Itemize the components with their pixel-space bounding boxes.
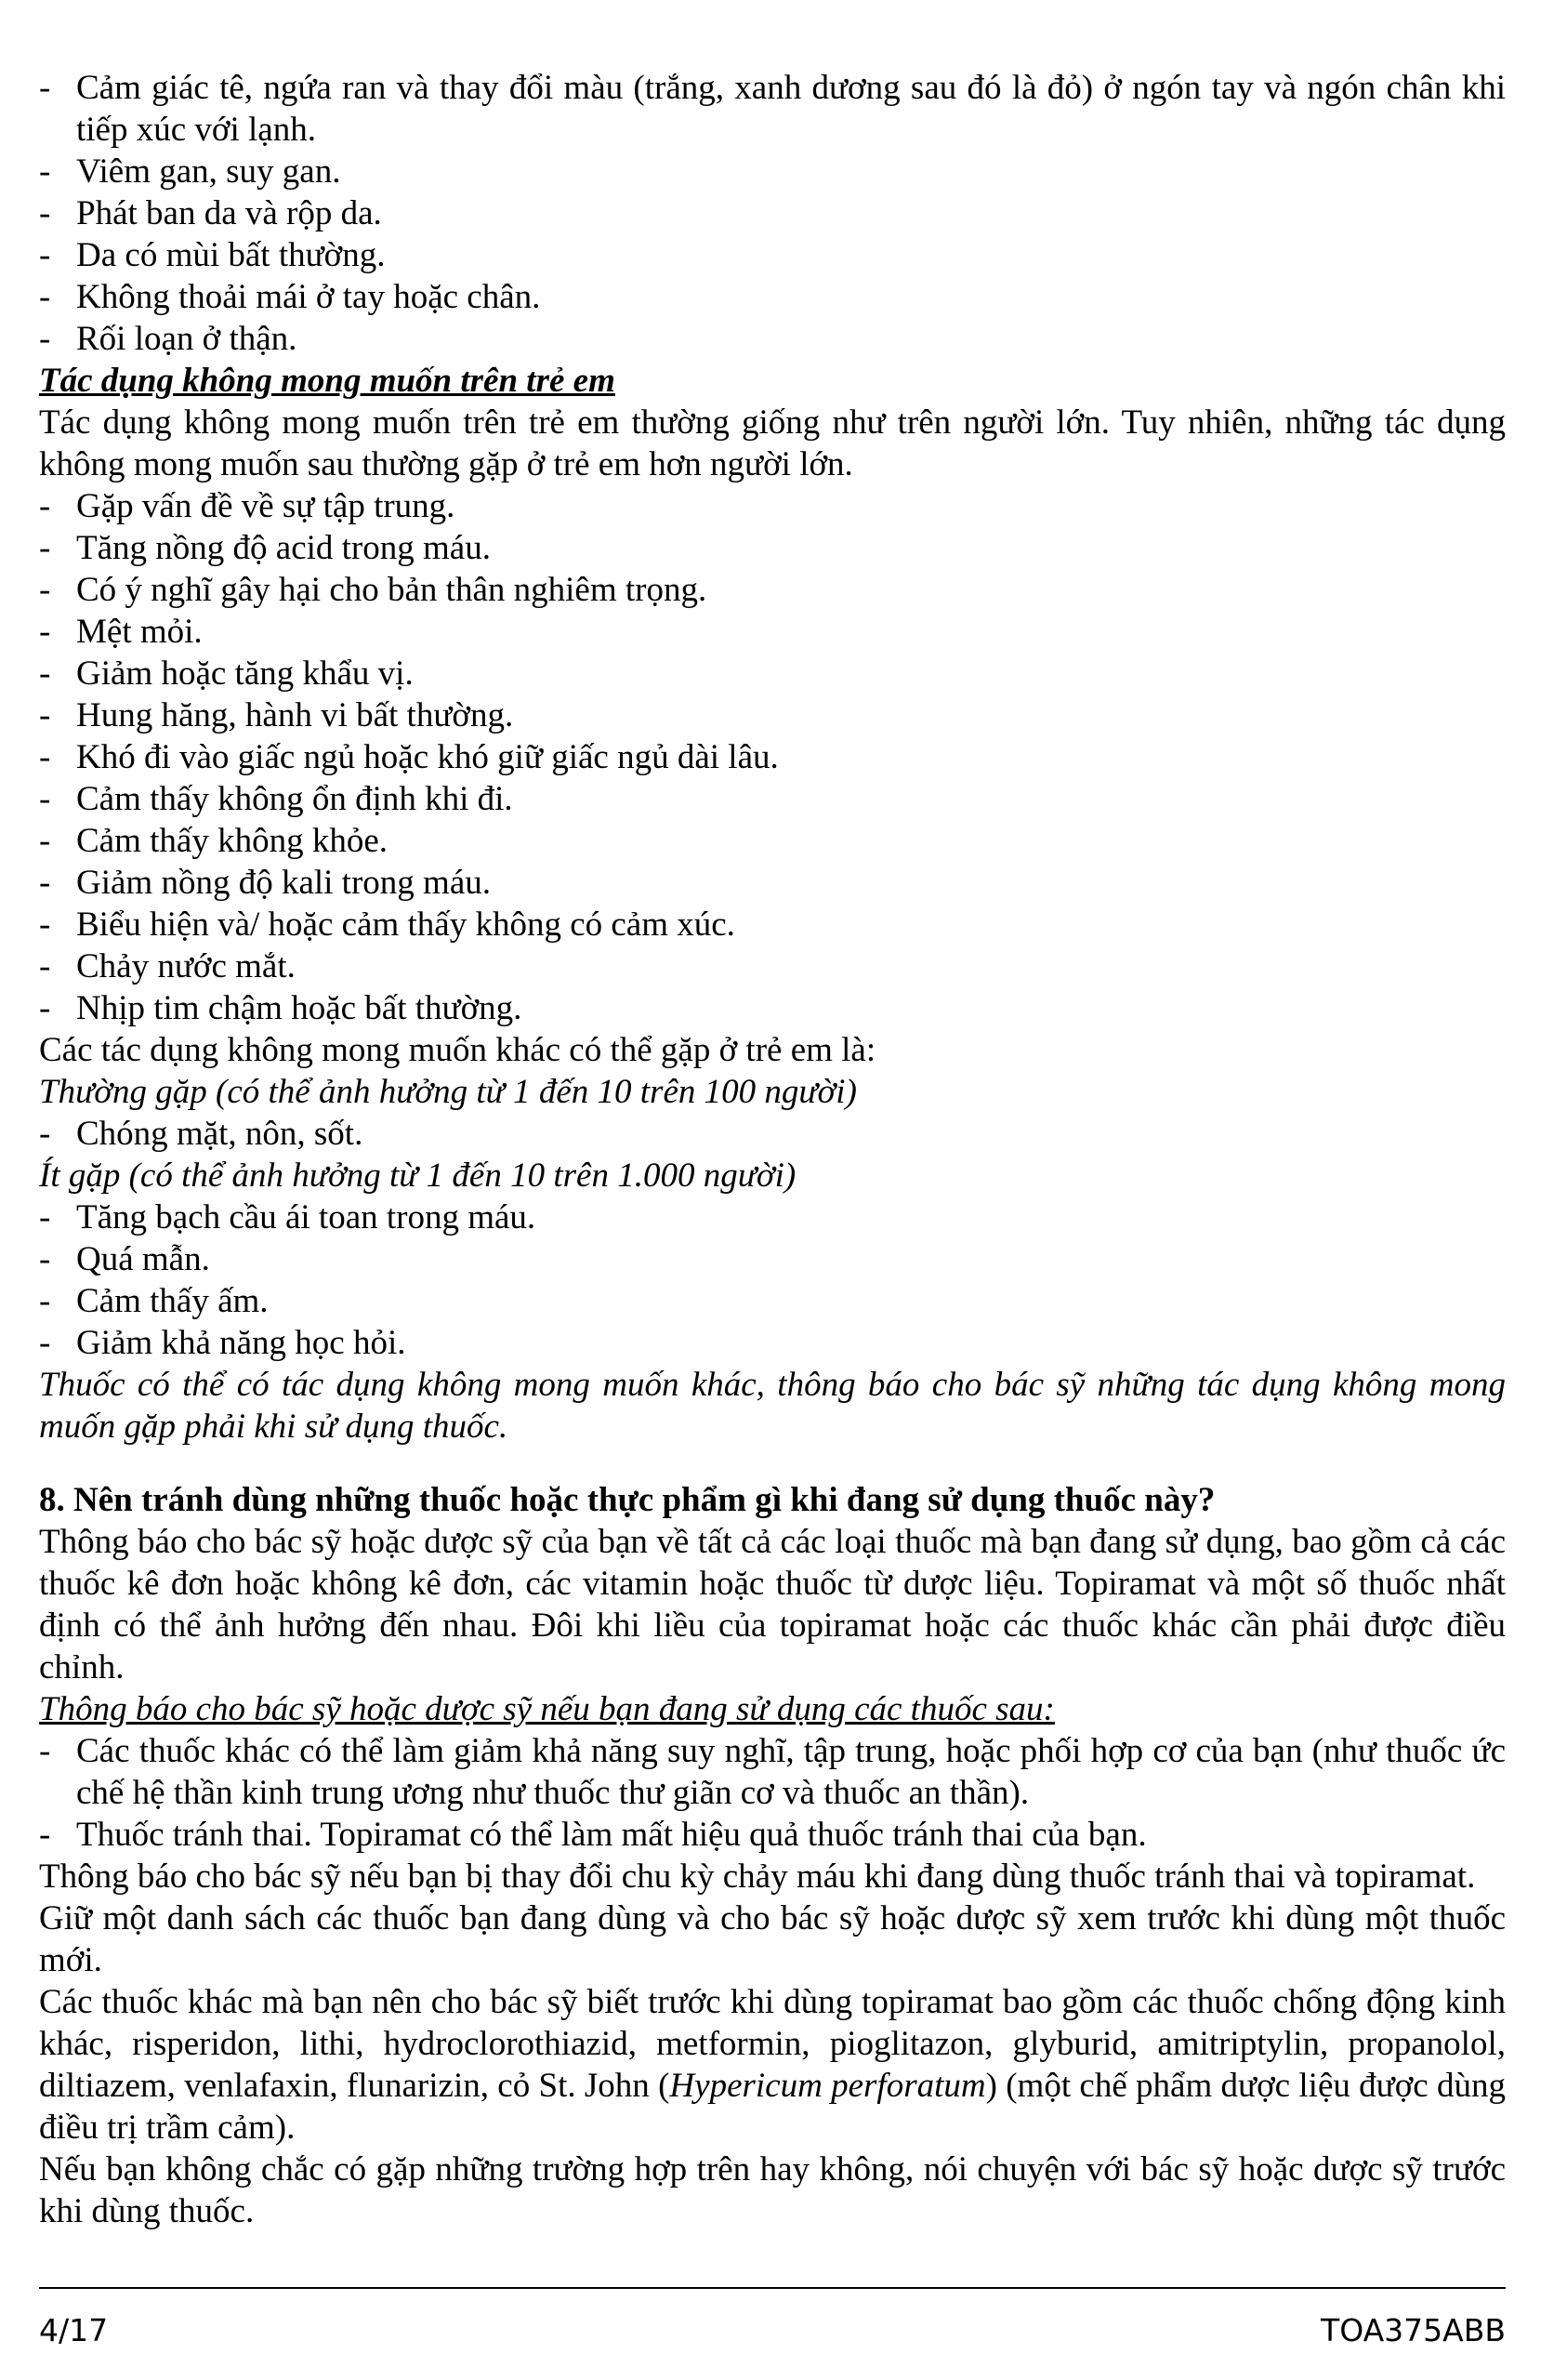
uncommon-frequency-label: Ít gặp (có thể ảnh hưởng từ 1 đến 10 trên 1.000 người) <box>39 1157 797 1195</box>
section-8-paragraph-1: Thông báo cho bác sỹ hoặc dược sỹ của bạn về tất cả các loại thuốc mà bạn đang sử dụng, bao gồm cả các thuốc kê đơn hoặc không kê đơn, các vitamin hoặc thuốc từ dược liệu. Topiramat và một số thuốc nhất định có thể ảnh hưởng đến nhau. Đôi khi liều của topiramat hoặc các thuốc khác cần phải được điều chỉnh. <box>39 1523 1506 1686</box>
list-item-text: Biểu hiện và/ hoặc cảm thấy không có cảm xúc. <box>76 906 735 944</box>
bullet-dash: - <box>39 152 51 191</box>
list-item-text: Các thuốc khác có thể làm giảm khả năng suy nghĩ, tập trung, hoặc phối hợp cơ của bạn (như thuốc ức chế hệ thần kinh trung ương như thuốc thư giãn cơ và thuốc an thần). <box>76 1732 1506 1812</box>
list-item-text: Phát ban da và rộp da. <box>76 194 382 232</box>
list-item <box>39 653 1506 694</box>
list-item-text: Có ý nghĩ gây hại cho bản thân nghiêm trọng. <box>76 571 707 609</box>
bullet-dash: - <box>39 1732 51 1770</box>
bullet-dash: - <box>39 320 51 358</box>
list-item-text: Cảm thấy không khỏe. <box>76 822 388 860</box>
bullet-dash: - <box>39 780 51 818</box>
uncommon-effects-list <box>39 1197 1506 1364</box>
list-item-text: Thuốc tránh thai. Topiramat có thể làm mất hiệu quả thuốc tránh thai của bạn. <box>76 1816 1147 1854</box>
bullet-dash: - <box>39 69 51 107</box>
list-item <box>39 234 1506 276</box>
list-item-text: Cảm thấy ấm. <box>76 1282 269 1320</box>
section-8-paragraph-2: Thông báo cho bác sỹ nếu bạn bị thay đổi chu kỳ chảy máu khi đang dùng thuốc tránh thai và topiramat. <box>39 1858 1476 1896</box>
bullet-dash: - <box>39 1816 51 1854</box>
list-item <box>39 1280 1506 1322</box>
section-8-heading: 8. Nên tránh dùng những thuốc hoặc thực phẩm gì khi đang sử dụng thuốc này? <box>39 1481 1216 1519</box>
bullet-dash: - <box>39 529 51 567</box>
bullet-dash: - <box>39 236 51 274</box>
list-item <box>39 1238 1506 1280</box>
list-item <box>39 1814 1506 1856</box>
list-item <box>39 569 1506 611</box>
list-item <box>39 778 1506 820</box>
list-item <box>39 904 1506 945</box>
list-item-text: Chảy nước mắt. <box>76 947 296 985</box>
list-item-text: Tăng bạch cầu ái toan trong máu. <box>76 1198 536 1236</box>
bullet-dash: - <box>39 1240 51 1278</box>
list-item-text: Giảm khả năng học hỏi. <box>76 1324 406 1362</box>
list-item-text: Viêm gan, suy gan. <box>76 152 341 191</box>
other-effects-text: Các tác dụng không mong muốn khác có thể gặp ở trẻ em là: <box>39 1031 876 1069</box>
note-text: Thuốc có thể có tác dụng không mong muốn khác, thông báo cho bác sỹ những tác dụng không mong muốn gặp phải khi sử dụng thuốc. <box>39 1366 1506 1446</box>
bullet-dash: - <box>39 487 51 525</box>
section-8-subheading: Thông báo cho bác sỹ hoặc dược sỹ nếu bạn đang sử dụng các thuốc sau: <box>39 1690 1055 1728</box>
bullet-dash: - <box>39 613 51 651</box>
list-item <box>39 736 1506 778</box>
children-effects-list <box>39 485 1506 1029</box>
list-item-text: Gặp vấn đề về sự tập trung. <box>76 487 455 525</box>
list-item <box>39 485 1506 527</box>
list-item <box>39 318 1506 360</box>
document-code: TOA375ABB <box>1321 2312 1506 2348</box>
list-item-text: Khó đi vào giấc ngủ hoặc khó giữ giấc ngủ dài lâu. <box>76 738 779 776</box>
bullet-dash: - <box>39 696 51 734</box>
list-item <box>39 1730 1506 1814</box>
list-item <box>39 67 1506 151</box>
list-item-text: Không thoải mái ở tay hoặc chân. <box>76 278 541 316</box>
latin-name: Hypericum perforatum <box>669 2067 986 2105</box>
bullet-dash: - <box>39 738 51 776</box>
bullet-dash: - <box>39 1324 51 1362</box>
list-item-text: Hung hăng, hành vi bất thường. <box>76 696 514 734</box>
bullet-dash: - <box>39 864 51 902</box>
bullet-dash: - <box>39 822 51 860</box>
list-item-text: Mệt mỏi. <box>76 613 203 651</box>
list-item <box>39 694 1506 736</box>
section-8-paragraph-4 <box>39 1981 1506 2149</box>
list-item-text: Giảm nồng độ kali trong máu. <box>76 864 491 902</box>
list-item-text: Chóng mặt, nôn, sốt. <box>76 1115 363 1153</box>
bullet-dash: - <box>39 1282 51 1320</box>
list-item-text: Cảm giác tê, ngứa ran và thay đổi màu (trắng, xanh dương sau đó là đỏ) ở ngón tay và ngón chân khi tiếp xúc với lạnh. <box>76 69 1506 149</box>
page-content <box>39 67 1506 2232</box>
common-effects-list <box>39 1113 1506 1155</box>
bullet-dash: - <box>39 947 51 985</box>
bullet-dash: - <box>39 571 51 609</box>
list-item-text: Nhịp tim chậm hoặc bất thường. <box>76 989 522 1027</box>
list-item <box>39 945 1506 987</box>
section-8-paragraph-3: Giữ một danh sách các thuốc bạn đang dùng và cho bác sỹ hoặc dược sỹ xem trước khi dùng một thuốc mới. <box>39 1899 1506 1979</box>
list-item <box>39 192 1506 234</box>
list-item <box>39 276 1506 318</box>
section-8-paragraph-5: Nếu bạn không chắc có gặp những trường hợp trên hay không, nói chuyện với bác sỹ hoặc dược sỹ trước khi dùng thuốc. <box>39 2150 1506 2230</box>
list-item-text: Giảm hoặc tăng khẩu vị. <box>76 654 414 693</box>
list-item <box>39 1113 1506 1155</box>
interaction-list <box>39 1730 1506 1856</box>
bullet-dash: - <box>39 1198 51 1236</box>
common-frequency-label: Thường gặp (có thể ảnh hưởng từ 1 đến 10 trên 100 người) <box>39 1073 857 1111</box>
side-effects-list <box>39 67 1506 360</box>
list-item <box>39 987 1506 1029</box>
list-item <box>39 151 1506 192</box>
list-item <box>39 527 1506 569</box>
list-item-text: Cảm thấy không ổn định khi đi. <box>76 780 513 818</box>
bullet-dash: - <box>39 906 51 944</box>
list-item-text: Quá mẫn. <box>76 1240 210 1278</box>
bullet-dash: - <box>39 1115 51 1153</box>
list-item <box>39 1322 1506 1364</box>
list-item <box>39 611 1506 653</box>
footer-divider <box>39 2287 1506 2289</box>
children-intro: Tác dụng không mong muốn trên trẻ em thường giống như trên người lớn. Tuy nhiên, những tác dụng không mong muốn sau thường gặp ở trẻ em hơn người lớn. <box>39 403 1506 483</box>
paragraph-4-text-b: ) (một chế phẩm dược liệu được dùng điều trị trầm cảm). <box>39 2067 1506 2147</box>
children-heading: Tác dụng không mong muốn trên trẻ em <box>39 362 615 400</box>
bullet-dash: - <box>39 278 51 316</box>
list-item <box>39 1197 1506 1238</box>
list-item-text: Tăng nồng độ acid trong máu. <box>76 529 491 567</box>
list-item <box>39 862 1506 904</box>
list-item-text: Rối loạn ở thận. <box>76 320 297 358</box>
paragraph-4-text-a: Các thuốc khác mà bạn nên cho bác sỹ biết trước khi dùng topiramat bao gồm các thuốc chống động kinh khác, risperidon, lithi, hydroclorothiazid, metformin, pioglitazon, glyburid, amitriptylin, propanolol, diltiazem, venlafaxin, flunarizin, cỏ St. John ( <box>39 1983 1506 2105</box>
bullet-dash: - <box>39 989 51 1027</box>
bullet-dash: - <box>39 654 51 693</box>
bullet-dash: - <box>39 194 51 232</box>
page-number: 4/17 <box>39 2312 109 2348</box>
list-item-text: Da có mùi bất thường. <box>76 236 386 274</box>
list-item <box>39 820 1506 862</box>
